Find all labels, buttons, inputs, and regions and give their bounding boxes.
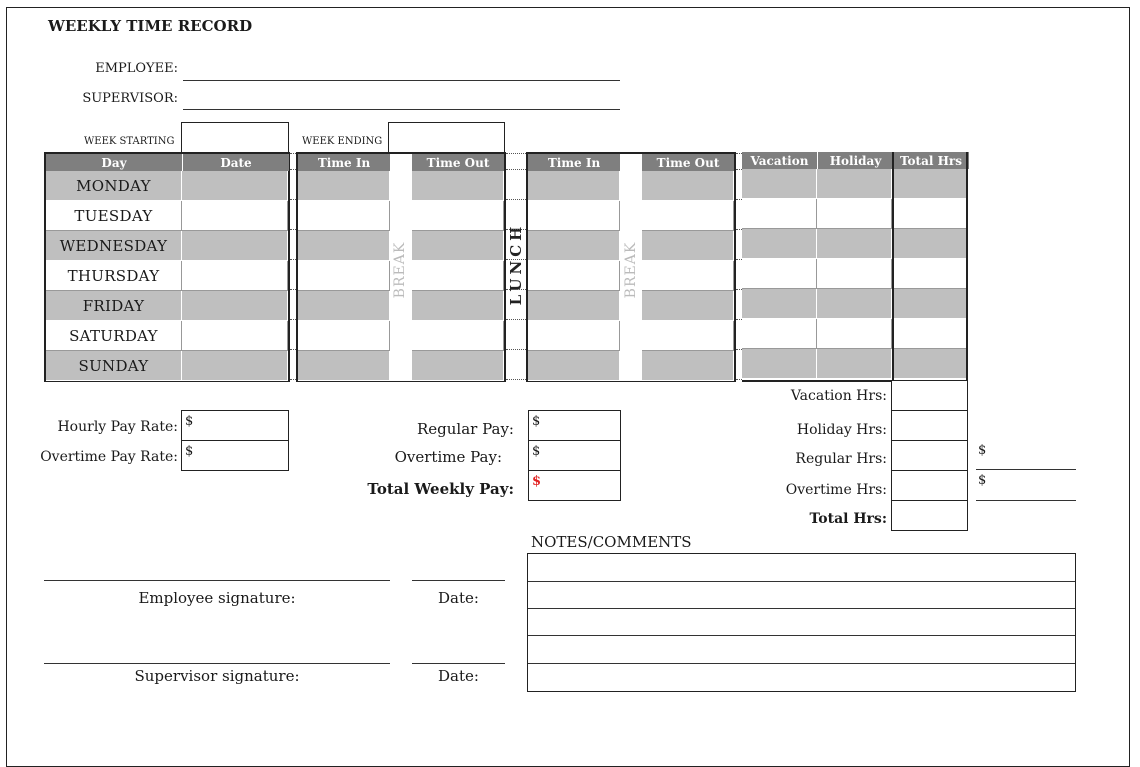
vacation-cell[interactable] — [742, 199, 817, 229]
col-time-in-2-header: Time In — [528, 154, 620, 171]
vacation-hrs-field[interactable] — [891, 380, 968, 411]
time-in-2-cell[interactable] — [528, 351, 620, 381]
row-separator — [506, 289, 526, 290]
break-label-1: BREAK — [392, 241, 408, 299]
col-day-header: Day — [46, 154, 182, 171]
total-hrs-cell[interactable] — [892, 229, 968, 259]
time-out-1-cell[interactable] — [412, 351, 504, 381]
overtime-pay-field[interactable] — [528, 440, 621, 471]
holiday-cell[interactable] — [817, 259, 892, 289]
employee-field[interactable] — [183, 80, 620, 81]
total-hrs-cell[interactable] — [892, 199, 968, 229]
holiday-cell[interactable] — [817, 289, 892, 319]
time-in-1-cell[interactable] — [298, 351, 390, 381]
day-date-block — [44, 152, 290, 382]
break-gap — [390, 321, 412, 351]
notes-rule — [528, 581, 1075, 582]
day-cell: TUESDAY — [46, 201, 182, 231]
row-separator — [290, 259, 296, 260]
col-time-out-1-header: Time Out — [412, 154, 504, 171]
break-gap — [620, 201, 642, 231]
holiday-cell[interactable] — [817, 199, 892, 229]
break-gap — [390, 351, 412, 381]
time-out-2-cell[interactable] — [642, 351, 734, 381]
time-in-1-cell[interactable] — [298, 291, 390, 321]
form-title: WEEKLY TIME RECORD — [48, 17, 253, 35]
employee-date-label: Date: — [438, 589, 479, 607]
holiday-cell[interactable] — [817, 349, 892, 379]
total-hrs-cell[interactable] — [892, 259, 968, 289]
break-gap — [620, 171, 642, 201]
row-separator — [506, 319, 526, 320]
overtime-rate-field[interactable] — [181, 440, 289, 471]
row-separator — [736, 229, 742, 230]
row-separator — [290, 229, 296, 230]
time-out-2-cell[interactable] — [642, 201, 734, 231]
notes-rule — [528, 608, 1075, 609]
total-hrs-cell[interactable] — [892, 169, 968, 199]
time-in-2-cell[interactable] — [528, 201, 620, 231]
col-time-in-1-header: Time In — [298, 154, 390, 171]
time-in-1-cell[interactable] — [298, 171, 390, 201]
overtime-rate-label: Overtime Pay Rate: — [40, 449, 178, 465]
row-separator — [736, 319, 742, 320]
total-weekly-pay-field[interactable] — [528, 470, 621, 501]
time-in-2-cell[interactable] — [528, 231, 620, 261]
notes-box[interactable] — [527, 553, 1076, 692]
time-in-2-cell[interactable] — [528, 291, 620, 321]
regular-amount-field[interactable] — [976, 469, 1076, 470]
supervisor-label: SUPERVISOR: — [82, 91, 178, 106]
overtime-hrs-field[interactable] — [891, 470, 968, 501]
vacation-hrs-label: Vacation Hrs: — [790, 388, 887, 404]
col-time-out-2-header: Time Out — [642, 154, 734, 171]
row-separator — [506, 199, 526, 200]
supervisor-date-label: Date: — [438, 667, 479, 685]
overtime-hrs-label: Overtime Hrs: — [785, 482, 887, 498]
day-cell: MONDAY — [46, 171, 182, 201]
time-in-2-cell[interactable] — [528, 261, 620, 291]
employee-signature-line[interactable] — [44, 580, 390, 581]
time-out-1-cell[interactable] — [412, 171, 504, 201]
overtime-pay-label: Overtime Pay: — [394, 448, 502, 466]
lunch-label: LUNCH — [507, 222, 525, 306]
date-cell[interactable] — [182, 231, 288, 261]
week-ending-field[interactable] — [388, 122, 505, 154]
regular-pay-field[interactable] — [528, 410, 621, 441]
date-cell[interactable] — [182, 321, 288, 351]
overtime-pay-currency: $ — [532, 444, 541, 459]
supervisor-field[interactable] — [183, 109, 620, 110]
regular-amount-currency: $ — [978, 443, 987, 458]
time-out-2-cell[interactable] — [642, 291, 734, 321]
total-hrs-label: Total Hrs: — [809, 511, 887, 527]
hourly-rate-label: Hourly Pay Rate: — [57, 419, 178, 435]
row-separator — [290, 289, 296, 290]
day-cell: WEDNESDAY — [46, 231, 182, 261]
holiday-cell[interactable] — [817, 169, 892, 199]
notes-label: NOTES/COMMENTS — [531, 533, 692, 551]
row-separator — [506, 259, 526, 260]
row-separator — [736, 153, 742, 154]
row-separator — [290, 169, 296, 170]
holiday-hrs-label: Holiday Hrs: — [796, 422, 887, 438]
supervisor-date-line[interactable] — [412, 663, 505, 664]
time-out-1-cell[interactable] — [412, 201, 504, 231]
row-separator — [506, 169, 526, 170]
holiday-cell[interactable] — [817, 319, 892, 349]
time-out-2-cell[interactable] — [642, 231, 734, 261]
day-cell: THURSDAY — [46, 261, 182, 291]
date-cell[interactable] — [182, 291, 288, 321]
total-hrs-cell[interactable] — [892, 349, 968, 379]
row-separator — [290, 199, 296, 200]
holiday-cell[interactable] — [817, 229, 892, 259]
overtime-amount-currency: $ — [978, 473, 987, 488]
time-out-1-cell[interactable] — [412, 321, 504, 351]
time-in-1-cell[interactable] — [298, 201, 390, 231]
time-out-2-cell[interactable] — [642, 321, 734, 351]
time-out-2-cell[interactable] — [642, 261, 734, 291]
row-separator — [736, 349, 742, 350]
regular-hrs-label: Regular Hrs: — [795, 451, 887, 467]
row-separator — [290, 349, 296, 350]
row-separator — [290, 153, 296, 154]
regular-hrs-field[interactable] — [891, 440, 968, 471]
day-cell: SUNDAY — [46, 351, 182, 381]
supervisor-signature-line[interactable] — [44, 663, 390, 664]
week-starting-label: WEEK STARTING — [84, 136, 175, 147]
time-out-1-cell[interactable] — [412, 261, 504, 291]
regular-pay-currency: $ — [532, 414, 541, 429]
supervisor-signature-label: Supervisor signature: — [134, 667, 300, 685]
notes-rule — [528, 663, 1075, 664]
employee-label: EMPLOYEE: — [95, 61, 178, 76]
hourly-rate-currency: $ — [185, 414, 194, 429]
date-cell[interactable] — [182, 201, 288, 231]
row-separator — [736, 199, 742, 200]
overtime-amount-field[interactable] — [976, 500, 1076, 501]
row-separator — [736, 169, 742, 170]
vacation-cell[interactable] — [742, 169, 817, 199]
total-hrs-cell[interactable] — [892, 289, 968, 319]
row-separator — [506, 379, 526, 380]
break-gap — [620, 321, 642, 351]
break-gap-header-2 — [620, 154, 642, 171]
week-starting-field[interactable] — [181, 122, 289, 154]
time-in-1-cell[interactable] — [298, 261, 390, 291]
date-cell[interactable] — [182, 171, 288, 201]
time-in-2-cell[interactable] — [528, 321, 620, 351]
break-gap — [620, 351, 642, 381]
regular-pay-label: Regular Pay: — [416, 420, 514, 438]
col-date-header: Date — [182, 154, 289, 171]
holiday-hrs-field[interactable] — [891, 410, 968, 441]
week-ending-label: WEEK ENDING — [302, 136, 383, 147]
vacation-cell[interactable] — [742, 229, 817, 259]
col-holiday-header: Holiday — [817, 152, 893, 169]
time-in-1-cell[interactable] — [298, 321, 390, 351]
time-out-1-cell[interactable] — [412, 291, 504, 321]
row-separator — [506, 229, 526, 230]
employee-date-line[interactable] — [412, 580, 505, 581]
row-separator — [506, 349, 526, 350]
row-separator — [736, 379, 742, 380]
total-pay-currency: $ — [532, 474, 542, 489]
hourly-rate-field[interactable] — [181, 410, 289, 441]
vacation-cell[interactable] — [742, 289, 817, 319]
total-hrs-field[interactable] — [891, 500, 968, 531]
total-hrs-cell[interactable] — [892, 319, 968, 349]
break-gap-header — [390, 154, 412, 171]
date-cell[interactable] — [182, 261, 288, 291]
total-weekly-pay-label: Total Weekly Pay: — [367, 480, 514, 498]
row-separator — [290, 319, 296, 320]
col-total-header: Total Hrs — [892, 152, 969, 169]
time-out-1-cell[interactable] — [412, 231, 504, 261]
row-separator — [736, 259, 742, 260]
hours-block — [742, 152, 968, 382]
time-in-1-cell[interactable] — [298, 231, 390, 261]
vacation-cell[interactable] — [742, 259, 817, 289]
vacation-cell[interactable] — [742, 319, 817, 349]
break-gap — [390, 171, 412, 201]
vacation-cell[interactable] — [742, 349, 817, 379]
time-out-2-cell[interactable] — [642, 171, 734, 201]
overtime-rate-currency: $ — [185, 444, 194, 459]
day-cell: FRIDAY — [46, 291, 182, 321]
break-gap — [390, 201, 412, 231]
break-label-2: BREAK — [623, 241, 639, 299]
time-in-2-cell[interactable] — [528, 171, 620, 201]
employee-signature-label: Employee signature: — [138, 589, 296, 607]
row-separator — [736, 289, 742, 290]
day-cell: SATURDAY — [46, 321, 182, 351]
row-separator — [506, 153, 526, 154]
notes-rule — [528, 635, 1075, 636]
row-separator — [290, 379, 296, 380]
date-cell[interactable] — [182, 351, 288, 381]
col-vacation-header: Vacation — [742, 152, 817, 169]
